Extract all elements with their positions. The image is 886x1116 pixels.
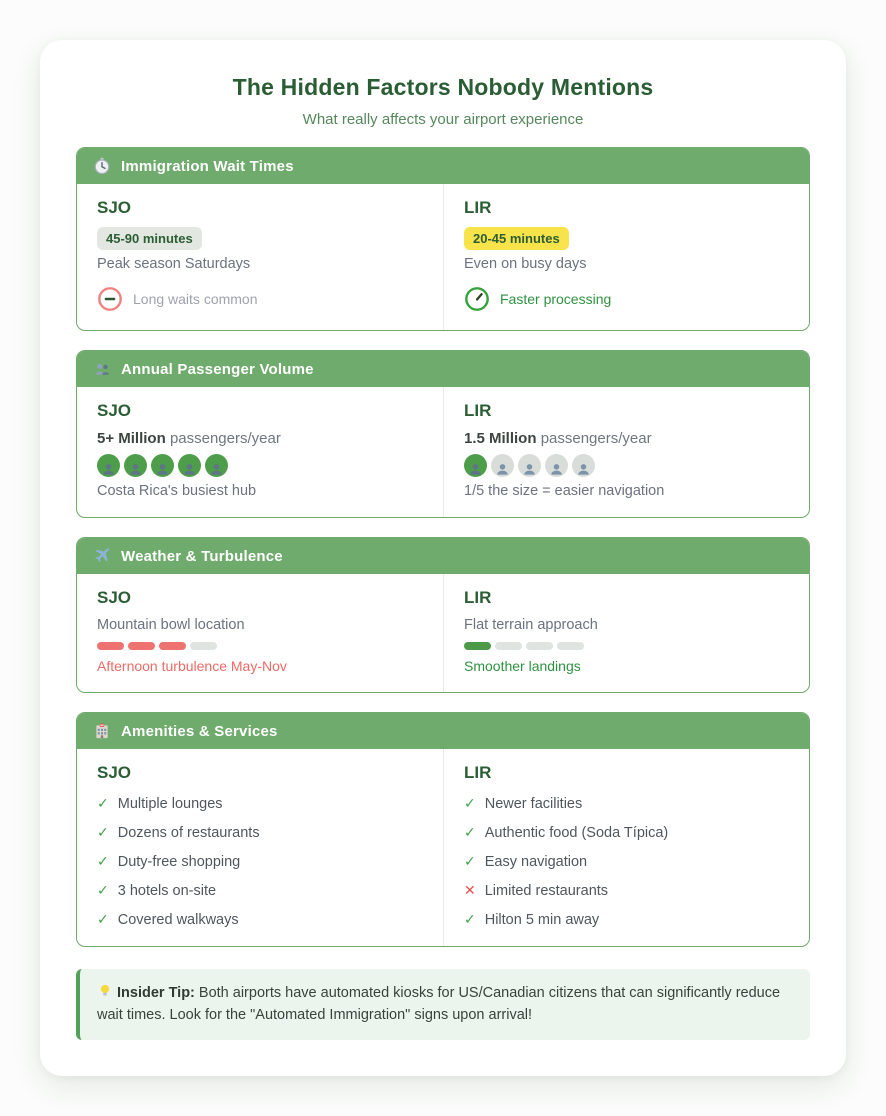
bar-segment — [159, 642, 186, 650]
tip-label: Insider Tip: — [117, 985, 195, 1001]
person-icon — [151, 454, 174, 477]
comparison-card — [40, 40, 846, 1076]
section-body — [77, 574, 809, 692]
bar-segment — [190, 642, 217, 650]
person-icon — [464, 454, 487, 477]
airplane-icon — [93, 547, 111, 565]
check-icon: ✓ — [97, 824, 109, 840]
list-item-label: Hilton 5 min away — [484, 912, 600, 928]
slow-clock-icon — [97, 286, 123, 312]
insider-tip-callout — [76, 969, 810, 1040]
list-item — [464, 911, 789, 928]
section-title: Immigration Wait Times — [121, 157, 294, 175]
passenger-stat — [464, 430, 789, 447]
turbulence-bars — [464, 642, 789, 650]
check-icon: ✓ — [464, 911, 476, 927]
page-title: The Hidden Factors Nobody Mentions — [232, 74, 654, 100]
volume-caption: Costa Rica's busiest hub — [97, 483, 257, 499]
wait-caption: Even on busy days — [464, 256, 587, 272]
list-item-label: Covered walkways — [117, 912, 239, 928]
list-item — [464, 795, 789, 812]
airport-code: SJO — [97, 763, 132, 782]
person-icon — [178, 454, 201, 477]
airport-code: SJO — [97, 588, 132, 607]
section-header — [77, 538, 809, 574]
column-lir — [443, 574, 809, 692]
section-amenities-services — [76, 712, 810, 947]
verdict-text: Faster processing — [500, 291, 612, 307]
airport-code: LIR — [464, 763, 492, 782]
list-item — [97, 824, 423, 841]
column-sjo — [77, 387, 443, 517]
section-body — [77, 749, 809, 946]
fast-clock-icon — [464, 286, 490, 312]
stat-unit: passengers/year — [169, 430, 281, 447]
section-annual-passenger-volume — [76, 350, 810, 518]
airport-code: LIR — [464, 588, 492, 607]
wait-caption: Peak season Saturdays — [97, 256, 251, 272]
stat-value: 1.5 Million — [464, 430, 537, 447]
list-item-label: Duty-free shopping — [117, 854, 241, 870]
verdict-text: Smoother landings — [464, 658, 581, 674]
list-item-label: Limited restaurants — [484, 883, 609, 899]
check-icon: ✓ — [97, 882, 109, 898]
bar-segment — [97, 642, 124, 650]
list-item-label: Newer facilities — [484, 796, 583, 812]
column-lir — [443, 749, 809, 946]
list-item — [97, 911, 423, 928]
verdict-row — [464, 286, 789, 312]
person-icon — [124, 454, 147, 477]
section-weather-turbulence — [76, 537, 810, 693]
bar-segment — [526, 642, 553, 650]
airport-code: SJO — [97, 401, 132, 420]
column-lir — [443, 184, 809, 330]
lightbulb-icon — [97, 983, 113, 999]
stat-value: 5+ Million — [97, 430, 166, 447]
list-item-label: 3 hotels on-site — [117, 883, 217, 899]
section-title: Amenities & Services — [121, 722, 278, 740]
column-lir — [443, 387, 809, 517]
list-item — [97, 882, 423, 899]
list-item — [97, 853, 423, 870]
hotel-icon — [93, 722, 111, 740]
stat-unit: passengers/year — [540, 430, 652, 447]
turbulence-bars — [97, 642, 423, 650]
volume-caption: 1/5 the size = easier navigation — [464, 483, 665, 499]
page-subtitle: What really affects your airport experience — [302, 111, 584, 128]
bar-segment — [128, 642, 155, 650]
wait-time-badge: 20-45 minutes — [464, 227, 569, 250]
bar-segment — [495, 642, 522, 650]
list-item — [464, 853, 789, 870]
column-sjo — [77, 574, 443, 692]
list-item-label: Dozens of restaurants — [117, 825, 260, 841]
cross-icon: ✕ — [464, 882, 476, 898]
airport-code: SJO — [97, 198, 132, 217]
verdict-row — [97, 286, 423, 312]
verdict-text: Long waits common — [133, 291, 258, 307]
list-item — [464, 824, 789, 841]
wait-time-badge: 45-90 minutes — [97, 227, 202, 250]
check-icon: ✓ — [464, 795, 476, 811]
check-icon: ✓ — [97, 795, 109, 811]
section-body — [77, 387, 809, 517]
list-item-label: Multiple lounges — [117, 796, 223, 812]
terrain-caption: Flat terrain approach — [464, 617, 598, 633]
list-item-label: Authentic food (Soda Típica) — [484, 825, 669, 841]
amenities-list — [97, 795, 423, 928]
column-sjo — [77, 184, 443, 330]
person-icon — [491, 454, 514, 477]
list-item — [464, 882, 789, 899]
people-icon — [93, 360, 111, 378]
section-immigration-wait-times — [76, 147, 810, 331]
airport-code: LIR — [464, 401, 492, 420]
person-icon — [518, 454, 541, 477]
section-header — [77, 148, 809, 184]
check-icon: ✓ — [464, 853, 476, 869]
stopwatch-icon — [93, 157, 111, 175]
verdict-text: Afternoon turbulence May-Nov — [97, 658, 287, 674]
passenger-stat — [97, 430, 423, 447]
check-icon: ✓ — [97, 911, 109, 927]
person-icon — [97, 454, 120, 477]
column-sjo — [77, 749, 443, 946]
section-title: Annual Passenger Volume — [121, 360, 314, 378]
section-header — [77, 713, 809, 749]
section-title: Weather & Turbulence — [121, 547, 283, 565]
amenities-list — [464, 795, 789, 928]
tip-text: Both airports have automated kiosks for US/Canadian citizens that can significantly reduce wait times. Look for the "Automated Immigration" signs upon arrival! — [97, 985, 781, 1024]
airport-code: LIR — [464, 198, 492, 217]
passenger-pictograph — [97, 454, 423, 477]
check-icon: ✓ — [464, 824, 476, 840]
list-item-label: Easy navigation — [484, 854, 588, 870]
check-icon: ✓ — [97, 853, 109, 869]
passenger-pictograph — [464, 454, 789, 477]
section-header — [77, 351, 809, 387]
section-body — [77, 184, 809, 330]
bar-segment — [464, 642, 491, 650]
person-icon — [572, 454, 595, 477]
terrain-caption: Mountain bowl location — [97, 617, 245, 633]
bar-segment — [557, 642, 584, 650]
person-icon — [545, 454, 568, 477]
person-icon — [205, 454, 228, 477]
list-item — [97, 795, 423, 812]
